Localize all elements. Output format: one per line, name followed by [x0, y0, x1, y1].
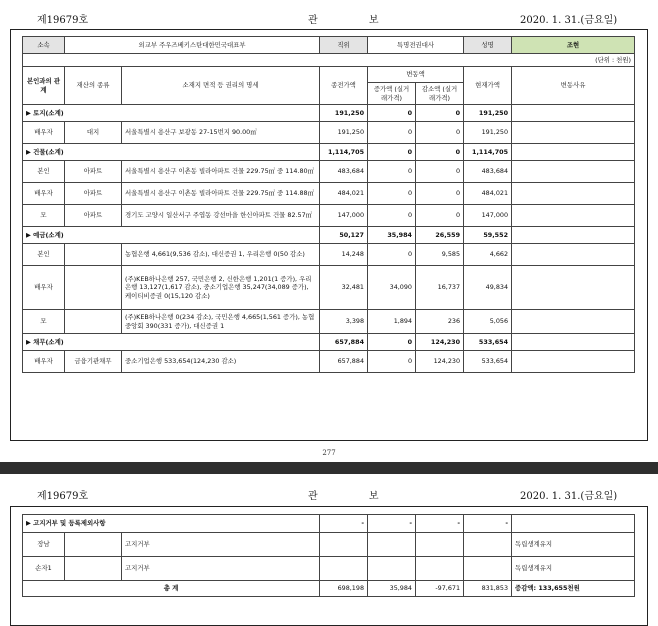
prev-value-cell: 3,398: [320, 310, 368, 334]
relation-cell: 모: [23, 205, 65, 227]
total-prev-cell: 698,198: [320, 581, 368, 597]
reason-cell: [512, 122, 635, 144]
table-row: [23, 161, 635, 183]
issue-date: 2020. 1. 31.(금요일): [520, 15, 618, 26]
increase-cell: 0: [368, 183, 416, 205]
relation-cell: 모: [23, 310, 65, 334]
section-row: [23, 105, 635, 122]
page-2: [0, 474, 658, 616]
kind-cell: 금융기관채무: [65, 351, 122, 373]
section-row: [23, 144, 635, 161]
detail-cell: 서울특별시 용산구 이촌동 빌라아파트 건물 229.75㎡ 중 114.80㎡: [122, 161, 320, 183]
prev-value-cell: 191,250: [320, 122, 368, 144]
increase-cell: 0: [368, 122, 416, 144]
kind-cell: [65, 310, 122, 334]
current-value-cell: 533,654: [464, 334, 512, 351]
table-row: [23, 310, 635, 334]
gazette-title-2: 관 보: [308, 491, 403, 502]
increase-cell: 34,090: [368, 266, 416, 310]
kind-cell: [65, 266, 122, 310]
relation-cell: 배우자: [23, 183, 65, 205]
detail-cell: (주)KEB하나은행 0(234 감소), 국민은행 4,665(1,561 증가), 농협중앙회 390(331 증가), 대신증권 1: [122, 310, 320, 334]
col-current: 현재가액: [464, 67, 512, 105]
decrease-cell: 0: [416, 205, 464, 227]
table-row: [23, 205, 635, 227]
increase-cell: 0: [368, 244, 416, 266]
current-value-cell: 59,552: [464, 227, 512, 244]
page-separator: [0, 462, 658, 474]
increase-cell: 0: [368, 161, 416, 183]
current-value-cell: -: [464, 515, 512, 533]
relation-cell: 본인: [23, 244, 65, 266]
increase-cell: 35,984: [368, 227, 416, 244]
name-label: 성명: [464, 37, 512, 54]
total-reason-cell: 증감액: 133,655천원: [512, 581, 635, 597]
decrease-cell: 0: [416, 161, 464, 183]
relation-cell: 손자1: [23, 557, 65, 581]
total-increase-cell: 35,984: [368, 581, 416, 597]
increase-cell: 0: [368, 144, 416, 161]
position-label: 직위: [320, 37, 368, 54]
kind-cell: 아파트: [65, 183, 122, 205]
reason-cell: [512, 205, 635, 227]
section-label: ▶ 채무(소계): [23, 334, 320, 351]
kind-cell: 아파트: [65, 205, 122, 227]
asset-rows: [23, 105, 635, 373]
table-row: [23, 183, 635, 205]
increase-cell: [368, 533, 416, 557]
detail-cell: 고지거부: [122, 557, 320, 581]
reason-cell: [512, 351, 635, 373]
increase-cell: 0: [368, 105, 416, 122]
current-value-cell: 191,250: [464, 105, 512, 122]
issue-number: 제19679호: [37, 15, 89, 26]
prev-value-cell: 657,884: [320, 351, 368, 373]
current-value-cell: 147,000: [464, 205, 512, 227]
col-prev: 종전가액: [320, 67, 368, 105]
kind-cell: 대지: [65, 122, 122, 144]
current-value-cell: 49,834: [464, 266, 512, 310]
table-row: [23, 533, 635, 557]
total-current-cell: 831,853: [464, 581, 512, 597]
reason-cell: [512, 144, 635, 161]
increase-cell: 1,894: [368, 310, 416, 334]
col-relation: 본인과의 관계: [23, 67, 65, 105]
detail-cell: 고지거부: [122, 533, 320, 557]
current-value-cell: 533,654: [464, 351, 512, 373]
increase-cell: 0: [368, 334, 416, 351]
prev-value-cell: 483,684: [320, 161, 368, 183]
reason-cell: [512, 244, 635, 266]
prev-value-cell: [320, 557, 368, 581]
current-value-cell: [464, 533, 512, 557]
decrease-cell: 0: [416, 144, 464, 161]
prev-value-cell: 657,884: [320, 334, 368, 351]
section-label: ▶ 건물(소계): [23, 144, 320, 161]
increase-cell: 0: [368, 351, 416, 373]
decrease-cell: [416, 557, 464, 581]
relation-cell: 장남: [23, 533, 65, 557]
detail-cell: 농협은행 4,661(9,536 감소), 대신증권 1, 우리은행 0(50 감소): [122, 244, 320, 266]
col-change: 변동액: [368, 67, 464, 83]
detail-cell: 서울특별시 용산구 이촌동 빌라아파트 건물 229.75㎡ 중 114.88㎡: [122, 183, 320, 205]
prev-value-cell: -: [320, 515, 368, 533]
current-value-cell: 5,056: [464, 310, 512, 334]
reason-cell: [512, 515, 635, 533]
reason-cell: [512, 266, 635, 310]
section-label: ▶ 예금(소계): [23, 227, 320, 244]
col-increase: 증가액 (실거래가격): [368, 83, 416, 105]
prev-value-cell: 50,127: [320, 227, 368, 244]
total-decrease-cell: -97,671: [416, 581, 464, 597]
table-row: [23, 244, 635, 266]
gazette-title: 관 보: [308, 15, 403, 26]
prev-value-cell: 191,250: [320, 105, 368, 122]
decrease-cell: 26,559: [416, 227, 464, 244]
org-label: 소속: [23, 37, 65, 54]
current-value-cell: 4,662: [464, 244, 512, 266]
prev-value-cell: 1,114,705: [320, 144, 368, 161]
issue-number-2: 제19679호: [37, 491, 89, 502]
detail-cell: 중소기업은행 533,654(124,230 감소): [122, 351, 320, 373]
section-row: [23, 515, 635, 533]
kind-cell: [65, 557, 122, 581]
increase-cell: [368, 557, 416, 581]
prev-value-cell: 14,248: [320, 244, 368, 266]
total-row: [23, 581, 635, 597]
increase-cell: 0: [368, 205, 416, 227]
reason-cell: 독립생계유지: [512, 533, 635, 557]
reason-cell: [512, 334, 635, 351]
decrease-cell: 124,230: [416, 334, 464, 351]
section-row: [23, 227, 635, 244]
col-detail: 소재지 면적 등 권리의 명세: [122, 67, 320, 105]
kind-cell: [65, 533, 122, 557]
detail-cell: 서울특별시 용산구 보광동 27-15번지 90.00㎡: [122, 122, 320, 144]
detail-cell: (주)KEB하나은행 257, 국민은행 2, 신한은행 1,201(1 증가), 우리은행 13,127(1,617 감소), 중소기업은행 35,247(34,089 증가), 케이티비증권 0(15,120 감소): [122, 266, 320, 310]
decrease-cell: 16,737: [416, 266, 464, 310]
org-value: 외교부 주우즈베키스탄대한민국대표부: [65, 37, 320, 54]
reason-cell: [512, 183, 635, 205]
relation-cell: 배우자: [23, 122, 65, 144]
decrease-cell: 0: [416, 183, 464, 205]
asset-table-2: [22, 514, 635, 597]
reason-cell: [512, 105, 635, 122]
decrease-cell: -: [416, 515, 464, 533]
current-value-cell: 1,114,705: [464, 144, 512, 161]
issue-date-2: 2020. 1. 31.(금요일): [520, 491, 618, 502]
unit-note: (단위 : 천원): [23, 54, 635, 67]
current-value-cell: 484,021: [464, 183, 512, 205]
current-value-cell: [464, 557, 512, 581]
reason-cell: [512, 227, 635, 244]
asset-rows-2: [23, 515, 635, 597]
current-value-cell: 483,684: [464, 161, 512, 183]
section-label: ▶ 고지거부 및 등록제외사항: [23, 515, 320, 533]
col-reason: 변동사유: [512, 67, 635, 105]
prev-value-cell: 484,021: [320, 183, 368, 205]
decrease-cell: 236: [416, 310, 464, 334]
prev-value-cell: 147,000: [320, 205, 368, 227]
kind-cell: [65, 244, 122, 266]
col-kind: 재산의 종류: [65, 67, 122, 105]
table-row: [23, 351, 635, 373]
relation-cell: 배우자: [23, 351, 65, 373]
page-number: 277: [322, 449, 336, 457]
reason-cell: [512, 310, 635, 334]
decrease-cell: 0: [416, 105, 464, 122]
table-row: [23, 557, 635, 581]
kind-cell: 아파트: [65, 161, 122, 183]
detail-cell: 경기도 고양시 일산서구 주엽동 강선마을 한신아파트 건물 82.57㎡: [122, 205, 320, 227]
decrease-cell: 0: [416, 122, 464, 144]
decrease-cell: [416, 533, 464, 557]
asset-table: [22, 36, 635, 373]
current-value-cell: 191,250: [464, 122, 512, 144]
decrease-cell: 124,230: [416, 351, 464, 373]
section-label: ▶ 토지(소계): [23, 105, 320, 122]
increase-cell: -: [368, 515, 416, 533]
relation-cell: 배우자: [23, 266, 65, 310]
reason-cell: [512, 161, 635, 183]
name-value: 조현: [512, 37, 635, 54]
position-value: 특명전권대사: [368, 37, 464, 54]
col-decrease: 감소액 (실거래가격): [416, 83, 464, 105]
table-row: [23, 266, 635, 310]
prev-value-cell: [320, 533, 368, 557]
decrease-cell: 9,585: [416, 244, 464, 266]
reason-cell: 독립생계유지: [512, 557, 635, 581]
table-row: [23, 122, 635, 144]
section-row: [23, 334, 635, 351]
prev-value-cell: 32,481: [320, 266, 368, 310]
total-label: 총 계: [23, 581, 320, 597]
relation-cell: 본인: [23, 161, 65, 183]
